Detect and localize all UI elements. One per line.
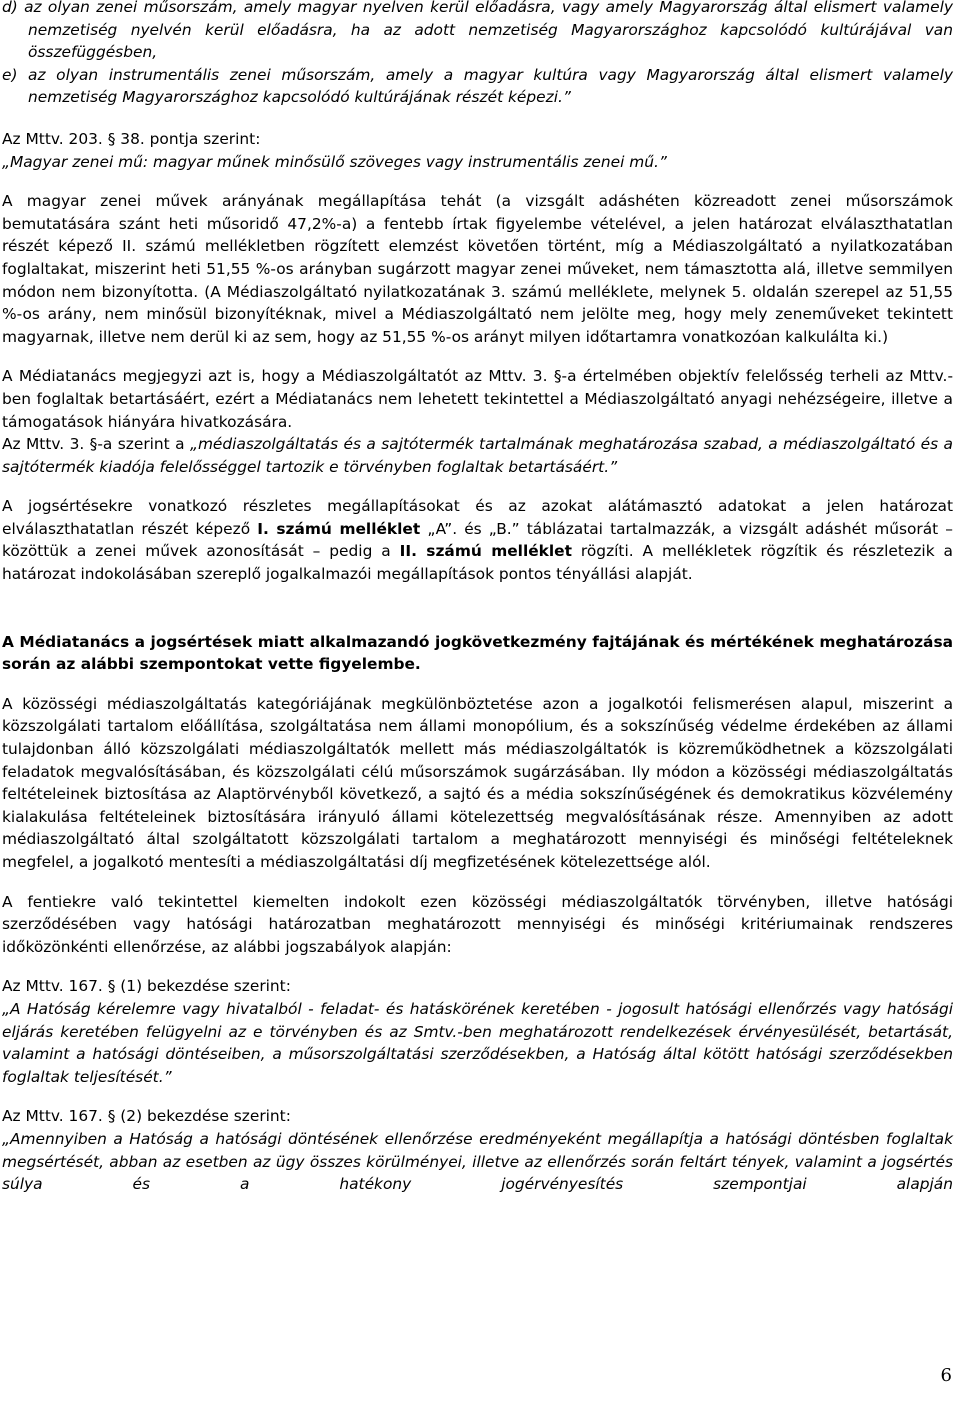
- annex-i-ref: I. számú melléklet: [257, 519, 421, 538]
- paragraph-community-media: A közösségi médiaszolgáltatás kategóriájának megkülönböztetése azon a jogalkotói felismerésen alapul, miszerint a közszolgálati tartalom előállítása, szolgáltatása nem állami monopólium, és a sokszínűség védelme érdekében az állami tulajdonban álló közszolgálati médiaszolgáltatók mellett más médiaszolgáltatók is közreműködhetnek a közszolgálati feladatok megvalósításában, és közszolgálati célú műsorszámok sugárzásában. Ily módon a közösségi médiaszolgáltatás feltételeinek biztosítása az Alaptörvényből következő, a sajtó és a média sokszínűségének és demokratikus közvélemény kialakulása feltételeinek biztosítására irányuló állami kötelezettség megvalósításának része. Amennyiben az adott médiaszolgáltató által szolgáltatott közszolgálati tartalom a meghatározott mennyiségi és minőségi feltételeknek megfelel, a jogalkotó mentesíti a médiaszolgáltatási díj megfizetésének kötelezettsége alól.: [2, 694, 953, 871]
- annexes-text-2: „A”. és „B.” táblázatai tartalmazzák, a vizsgált adáshét műsorát – közöttük a zenei művek azonosítását – pedig a: [2, 519, 953, 561]
- page-number: 6: [940, 1365, 952, 1386]
- section-heading: A Médiatanács a jogsértések miatt alkalmazandó jogkövetkezmény fajtájának és mértékének meghatározása során az alábbi szempontokat vette figyelembe.: [2, 632, 953, 674]
- mttv-167-2-ref-label: Az Mttv. 167. § (2) bekezdése szerint:: [2, 1107, 291, 1126]
- list-item-e: e) az olyan instrumentális zenei műsorszám, amely a magyar kultúra vagy Magyarország által elismert valamely nemzetiség Magyarországhoz kapcsolódó kultúrájának részét képezi.”: [2, 65, 953, 107]
- mttv-3-quote: „médiaszolgáltatás és a sajtótermék tartalmának meghatározása szabad, a médiaszolgáltató és a sajtótermék kiadója felelősséggel tartozik e törvényben foglaltak betartásáért.”: [2, 435, 953, 476]
- paragraph-regular-review: A fentiekre való tekintettel kiemelten indokolt ezen közösségi médiaszolgáltatók törvényben, illetve hatósági szerződésében vagy hatósági határozatban meghatározott mennyiségi és minőségi kritériumainak rendszeres időközönkénti ellenőrzése, az alábbi jogszabályok alapján:: [2, 892, 953, 956]
- annex-ii-ref: II. számú melléklet: [399, 542, 572, 561]
- mttv-167-1-ref-label: Az Mttv. 167. § (1) bekezdése szerint:: [2, 977, 291, 996]
- mttv-167-2-quote: „Amennyiben a Hatóság a hatósági döntésének ellenőrzése eredményeként megállapítja a hatósági döntésben foglaltak megsértését, abban az esetben az ügy összes körülményei, illetve az ellenőrzés során feltárt tények, valamint a jogsértés súlya és a hatékony jogérvényesítés szempontjai alapján: [2, 1129, 953, 1194]
- paragraph-annexes: [2, 495, 953, 585]
- mttv-3-ref-lead: Az Mttv. 3. §-a szerint a: [2, 435, 190, 454]
- annexes-text-1: A jogsértésekre vonatkozó részletes megállapításokat és az azokat alátámasztó adatokat a jelen határozat elválaszthatatlan részét képező: [2, 497, 953, 538]
- annexes-text-3: rögzíti. A mellékletek rögzítik és részletezik a határozat indokolásában szereplő jogalkalmazói megállapítások pontos tényállási alapját.: [2, 542, 953, 584]
- mttv-3-ref: [2, 433, 953, 478]
- mttv-167-1-quote: „A Hatóság kérelemre vagy hivatalból - feladat- és hatáskörének keretében - jogosult hatósági ellenőrzés vagy hatósági eljárás keretében felügyelni az e törvényben és az Smtv.-ben meghatározott rendelkezések érvényesülését, betartását, valamint a hatósági döntéseiben, a műsorszolgáltatási szerződésekben, a Hatóság által kötött hatósági szerződésekben foglaltak teljesítését.”: [2, 999, 953, 1086]
- paragraph-hungarian-music-ratio: A magyar zenei művek arányának megállapítása tehát (a vizsgált adáshéten közreadott zenei műsorszámok bemutatására szánt heti műsoridő 47,2%-a) a fentebb írtak figyelembe vételével, a jelen határozat elválaszthatatlan részét képező II. számú mellékletben rögzített elemzést követően történt, míg a Médiaszolgáltató a nyilatkozatában foglaltakat, miszerint heti 51,55 %-os arányban sugárzott magyar zenei műveket, nem támasztotta alá, illetve semmilyen módon nem bizonyította. (A Médiaszolgáltató nyilatkozatának 3. számú melléklete, melynek 5. oldalán szerepel az 51,55 %-os arány, nem minősül bizonyítéknak, mivel a Médiaszolgáltató nem jelölte meg, hogy mely zeneműveket tekintett magyarnak, illetve nem derül ki az sem, hogy az 51,55 %-os arányt milyen időtartamra vonatkozóan kalkulálta ki.): [2, 192, 953, 346]
- mttv-203-quote: „Magyar zenei mű: magyar műnek minősülő szöveges vagy instrumentális zenei mű.”: [2, 152, 667, 171]
- paragraph-objective-liability: A Médiatanács megjegyzi azt is, hogy a Médiaszolgáltatót az Mttv. 3. §-a értelmében objektív felelősség terheli az Mttv.-ben foglaltak betartásáért, ezért a Médiatanács nem lehetett tekintettel a Médiaszolgáltató anyagi nehézségeire, illetve a támogatások hiányára hivatkozására.: [2, 367, 953, 431]
- mttv-203-ref-label: Az Mttv. 203. § 38. pontja szerint:: [2, 129, 261, 148]
- list-item-d: d) az olyan zenei műsorszám, amely magyar nyelven kerül előadásra, vagy amely Magyarország által elismert valamely nemzetiség nyelvén kerül előadásra, ha az adott nemzetiség Magyarországhoz kapcsolódó kultúrájával van összefüggésben,: [2, 0, 953, 62]
